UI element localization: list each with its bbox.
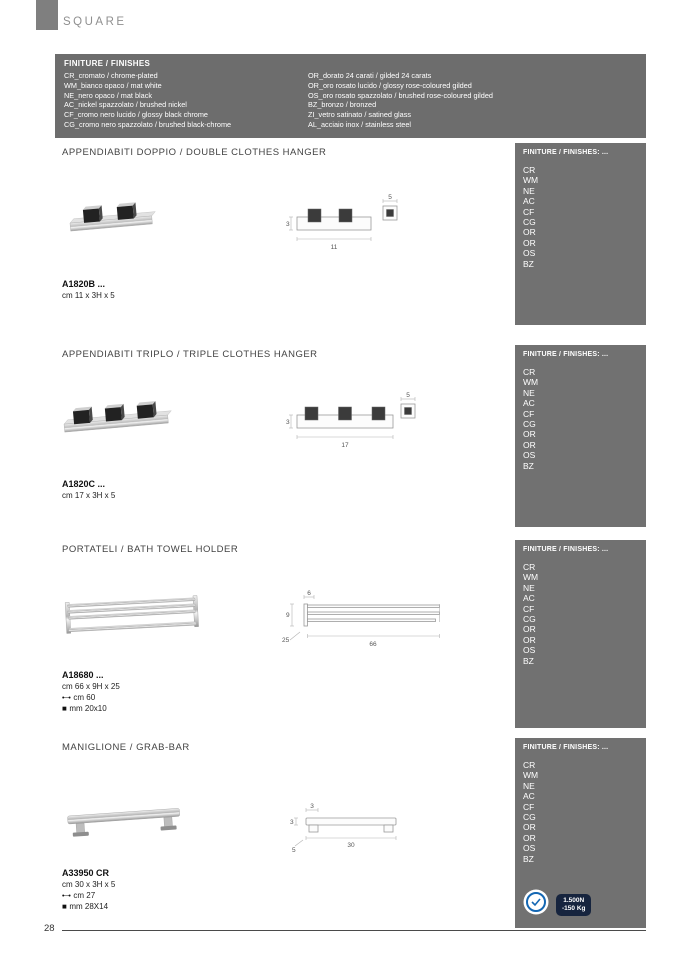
product-photo bbox=[56, 395, 191, 452]
product-code: A33950 CR bbox=[62, 868, 110, 878]
finish-code: BZ bbox=[523, 460, 534, 471]
legend-item: AC_nickel spazzolato / brushed nickel bbox=[64, 100, 187, 110]
profile-icon: ■ bbox=[62, 902, 67, 911]
finish-code: OS bbox=[523, 450, 536, 461]
interaxis-value: cm 60 bbox=[73, 692, 96, 702]
finish-code: AC bbox=[523, 196, 535, 207]
legend-item: WM_bianco opaco / mat white bbox=[64, 80, 162, 90]
technical-drawing bbox=[280, 588, 450, 655]
product-size: cm 17 x 3H x 5 bbox=[62, 491, 116, 500]
interaxis-value: cm 27 bbox=[73, 890, 96, 900]
dimension-label: 3 bbox=[310, 803, 314, 810]
finish-code: WM bbox=[523, 770, 539, 781]
legend-item: CG_cromo nero spazzolato / brushed black-chrome bbox=[64, 119, 232, 129]
finish-code: CF bbox=[523, 603, 535, 614]
legend-item: CR_cromato / chrome-plated bbox=[64, 71, 158, 80]
finish-code: CF bbox=[523, 801, 535, 812]
product-section-triple-hanger bbox=[0, 345, 678, 527]
dimension-label: 5 bbox=[406, 392, 410, 399]
finish-code: NE bbox=[523, 780, 535, 791]
finish-code: OS bbox=[523, 645, 536, 656]
finish-code: CR bbox=[523, 562, 536, 572]
finishes-box bbox=[515, 540, 646, 728]
finish-code: OR bbox=[523, 439, 536, 450]
finishes-box-header: FINITURE / FINISHES: ... bbox=[523, 744, 609, 751]
finishes-box bbox=[515, 143, 646, 325]
product-photo bbox=[60, 195, 175, 252]
product-section-towel-holder bbox=[0, 540, 678, 728]
finishes-box-header: FINITURE / FINISHES: ... bbox=[523, 546, 609, 553]
legend-item: BZ_bronzo / bronzed bbox=[308, 100, 377, 110]
finish-code: BZ bbox=[523, 258, 534, 269]
legend-item: OR_oro rosato lucido / glossy rose-coloured gilded bbox=[308, 80, 472, 90]
dimension-label: 6 bbox=[307, 590, 311, 597]
finish-code: CF bbox=[523, 408, 535, 419]
dimension-label: 3 bbox=[286, 419, 290, 426]
dimension-label: 5 bbox=[292, 847, 296, 854]
page-number: 28 bbox=[44, 923, 55, 934]
dimension-label: 3 bbox=[286, 221, 290, 228]
finish-code: NE bbox=[523, 582, 535, 593]
product-info bbox=[62, 479, 115, 502]
legend-right-column bbox=[308, 71, 493, 130]
load-limit: -150 Kg bbox=[562, 904, 586, 912]
finish-code: CR bbox=[523, 760, 536, 770]
finish-code: CG bbox=[523, 217, 536, 228]
finishes-box-header: FINITURE / FINISHES: ... bbox=[523, 149, 609, 156]
product-title: MANIGLIONE / GRAB-BAR bbox=[62, 742, 190, 753]
product-info bbox=[62, 868, 115, 913]
load-badge bbox=[556, 894, 591, 916]
finish-code: OR bbox=[523, 624, 536, 635]
product-info bbox=[62, 279, 115, 302]
finish-code: CR bbox=[523, 165, 536, 175]
finish-code: OS bbox=[523, 248, 536, 259]
legend-left-column bbox=[64, 71, 231, 130]
interaxis-icon: •─• bbox=[62, 694, 71, 702]
product-size: cm 30 x 3H x 5 bbox=[62, 880, 116, 889]
finishes-legend bbox=[55, 54, 646, 138]
product-size: cm 66 x 9H x 25 bbox=[62, 682, 120, 691]
finish-code: OS bbox=[523, 843, 536, 854]
dimension-label: 17 bbox=[341, 442, 349, 449]
finish-code: OR bbox=[523, 237, 536, 248]
finishes-box-header: FINITURE / FINISHES: ... bbox=[523, 351, 609, 358]
finish-code: AC bbox=[523, 791, 535, 802]
finish-code: OR bbox=[523, 832, 536, 843]
brand-title: SQUARE bbox=[63, 16, 127, 28]
profile-value: mm 20x10 bbox=[69, 704, 107, 713]
product-code: A18680 ... bbox=[62, 670, 104, 680]
dimension-label: 30 bbox=[347, 842, 355, 849]
interaxis-spec bbox=[62, 693, 120, 705]
product-info bbox=[62, 670, 120, 715]
product-photo bbox=[56, 588, 211, 651]
certification-badges bbox=[523, 889, 591, 920]
legend-item: NE_nero opaco / mat black bbox=[64, 90, 153, 100]
legend-item: ZI_vetro satinato / satined glass bbox=[308, 110, 412, 120]
footer-rule bbox=[62, 930, 646, 931]
finish-code: AC bbox=[523, 398, 535, 409]
legend-title: FINITURE / FINISHES bbox=[64, 59, 151, 68]
corner-block bbox=[36, 0, 58, 30]
product-photo bbox=[56, 800, 196, 850]
finish-code: NE bbox=[523, 387, 535, 398]
legend-item: AL_acciaio inox / stainless steel bbox=[308, 119, 412, 129]
product-title: APPENDIABITI DOPPIO / DOUBLE CLOTHES HANGER bbox=[62, 147, 327, 158]
profile-value: mm 28X14 bbox=[69, 902, 109, 911]
dimension-label: 25 bbox=[282, 637, 290, 644]
finish-code: CF bbox=[523, 206, 535, 217]
finishes-box bbox=[515, 738, 646, 928]
legend-item: CF_cromo nero lucido / glossy black chrome bbox=[64, 110, 208, 120]
finish-code: WM bbox=[523, 175, 539, 186]
dimension-label: 3 bbox=[290, 819, 294, 826]
technical-drawing bbox=[283, 193, 413, 260]
finish-code: OR bbox=[523, 429, 536, 440]
product-code: A1820B ... bbox=[62, 279, 106, 289]
finish-code: WM bbox=[523, 572, 539, 583]
finish-code: OR bbox=[523, 227, 536, 238]
legend-item: OR_dorato 24 carati / gilded 24 carats bbox=[308, 71, 432, 80]
finish-code: CG bbox=[523, 614, 536, 625]
product-size: cm 11 x 3H x 5 bbox=[62, 291, 115, 300]
finish-code: CR bbox=[523, 367, 536, 377]
product-code: A1820C ... bbox=[62, 479, 106, 489]
finish-code: NE bbox=[523, 185, 535, 196]
finish-code: CG bbox=[523, 419, 536, 430]
profile-icon: ■ bbox=[62, 704, 67, 713]
technical-drawing bbox=[282, 798, 427, 861]
finish-code: BZ bbox=[523, 655, 534, 666]
finishes-box bbox=[515, 345, 646, 527]
finish-code: OR bbox=[523, 634, 536, 645]
product-section-grab-bar bbox=[0, 738, 678, 928]
profile-spec bbox=[62, 902, 115, 913]
finish-code: BZ bbox=[523, 853, 534, 864]
technical-drawing bbox=[283, 391, 428, 458]
finish-code: OR bbox=[523, 822, 536, 833]
product-section-double-hanger bbox=[0, 143, 678, 325]
tuv-badge-icon bbox=[523, 889, 549, 920]
finish-code: WM bbox=[523, 377, 539, 388]
interaxis-icon: •─• bbox=[62, 892, 71, 900]
dimension-label: 9 bbox=[286, 612, 290, 619]
profile-spec bbox=[62, 704, 120, 715]
dimension-label: 5 bbox=[388, 194, 392, 201]
load-value: 1.500N bbox=[563, 896, 585, 904]
dimension-label: 11 bbox=[330, 244, 338, 251]
product-title: APPENDIABITI TRIPLO / TRIPLE CLOTHES HANGER bbox=[62, 349, 318, 360]
legend-item: OS_oro rosato spazzolato / brushed rose-coloured gilded bbox=[308, 90, 493, 100]
interaxis-spec bbox=[62, 891, 115, 903]
product-title: PORTATELI / BATH TOWEL HOLDER bbox=[62, 544, 239, 555]
finish-code: CG bbox=[523, 812, 536, 823]
finish-code: AC bbox=[523, 593, 535, 604]
dimension-label: 66 bbox=[369, 641, 377, 648]
